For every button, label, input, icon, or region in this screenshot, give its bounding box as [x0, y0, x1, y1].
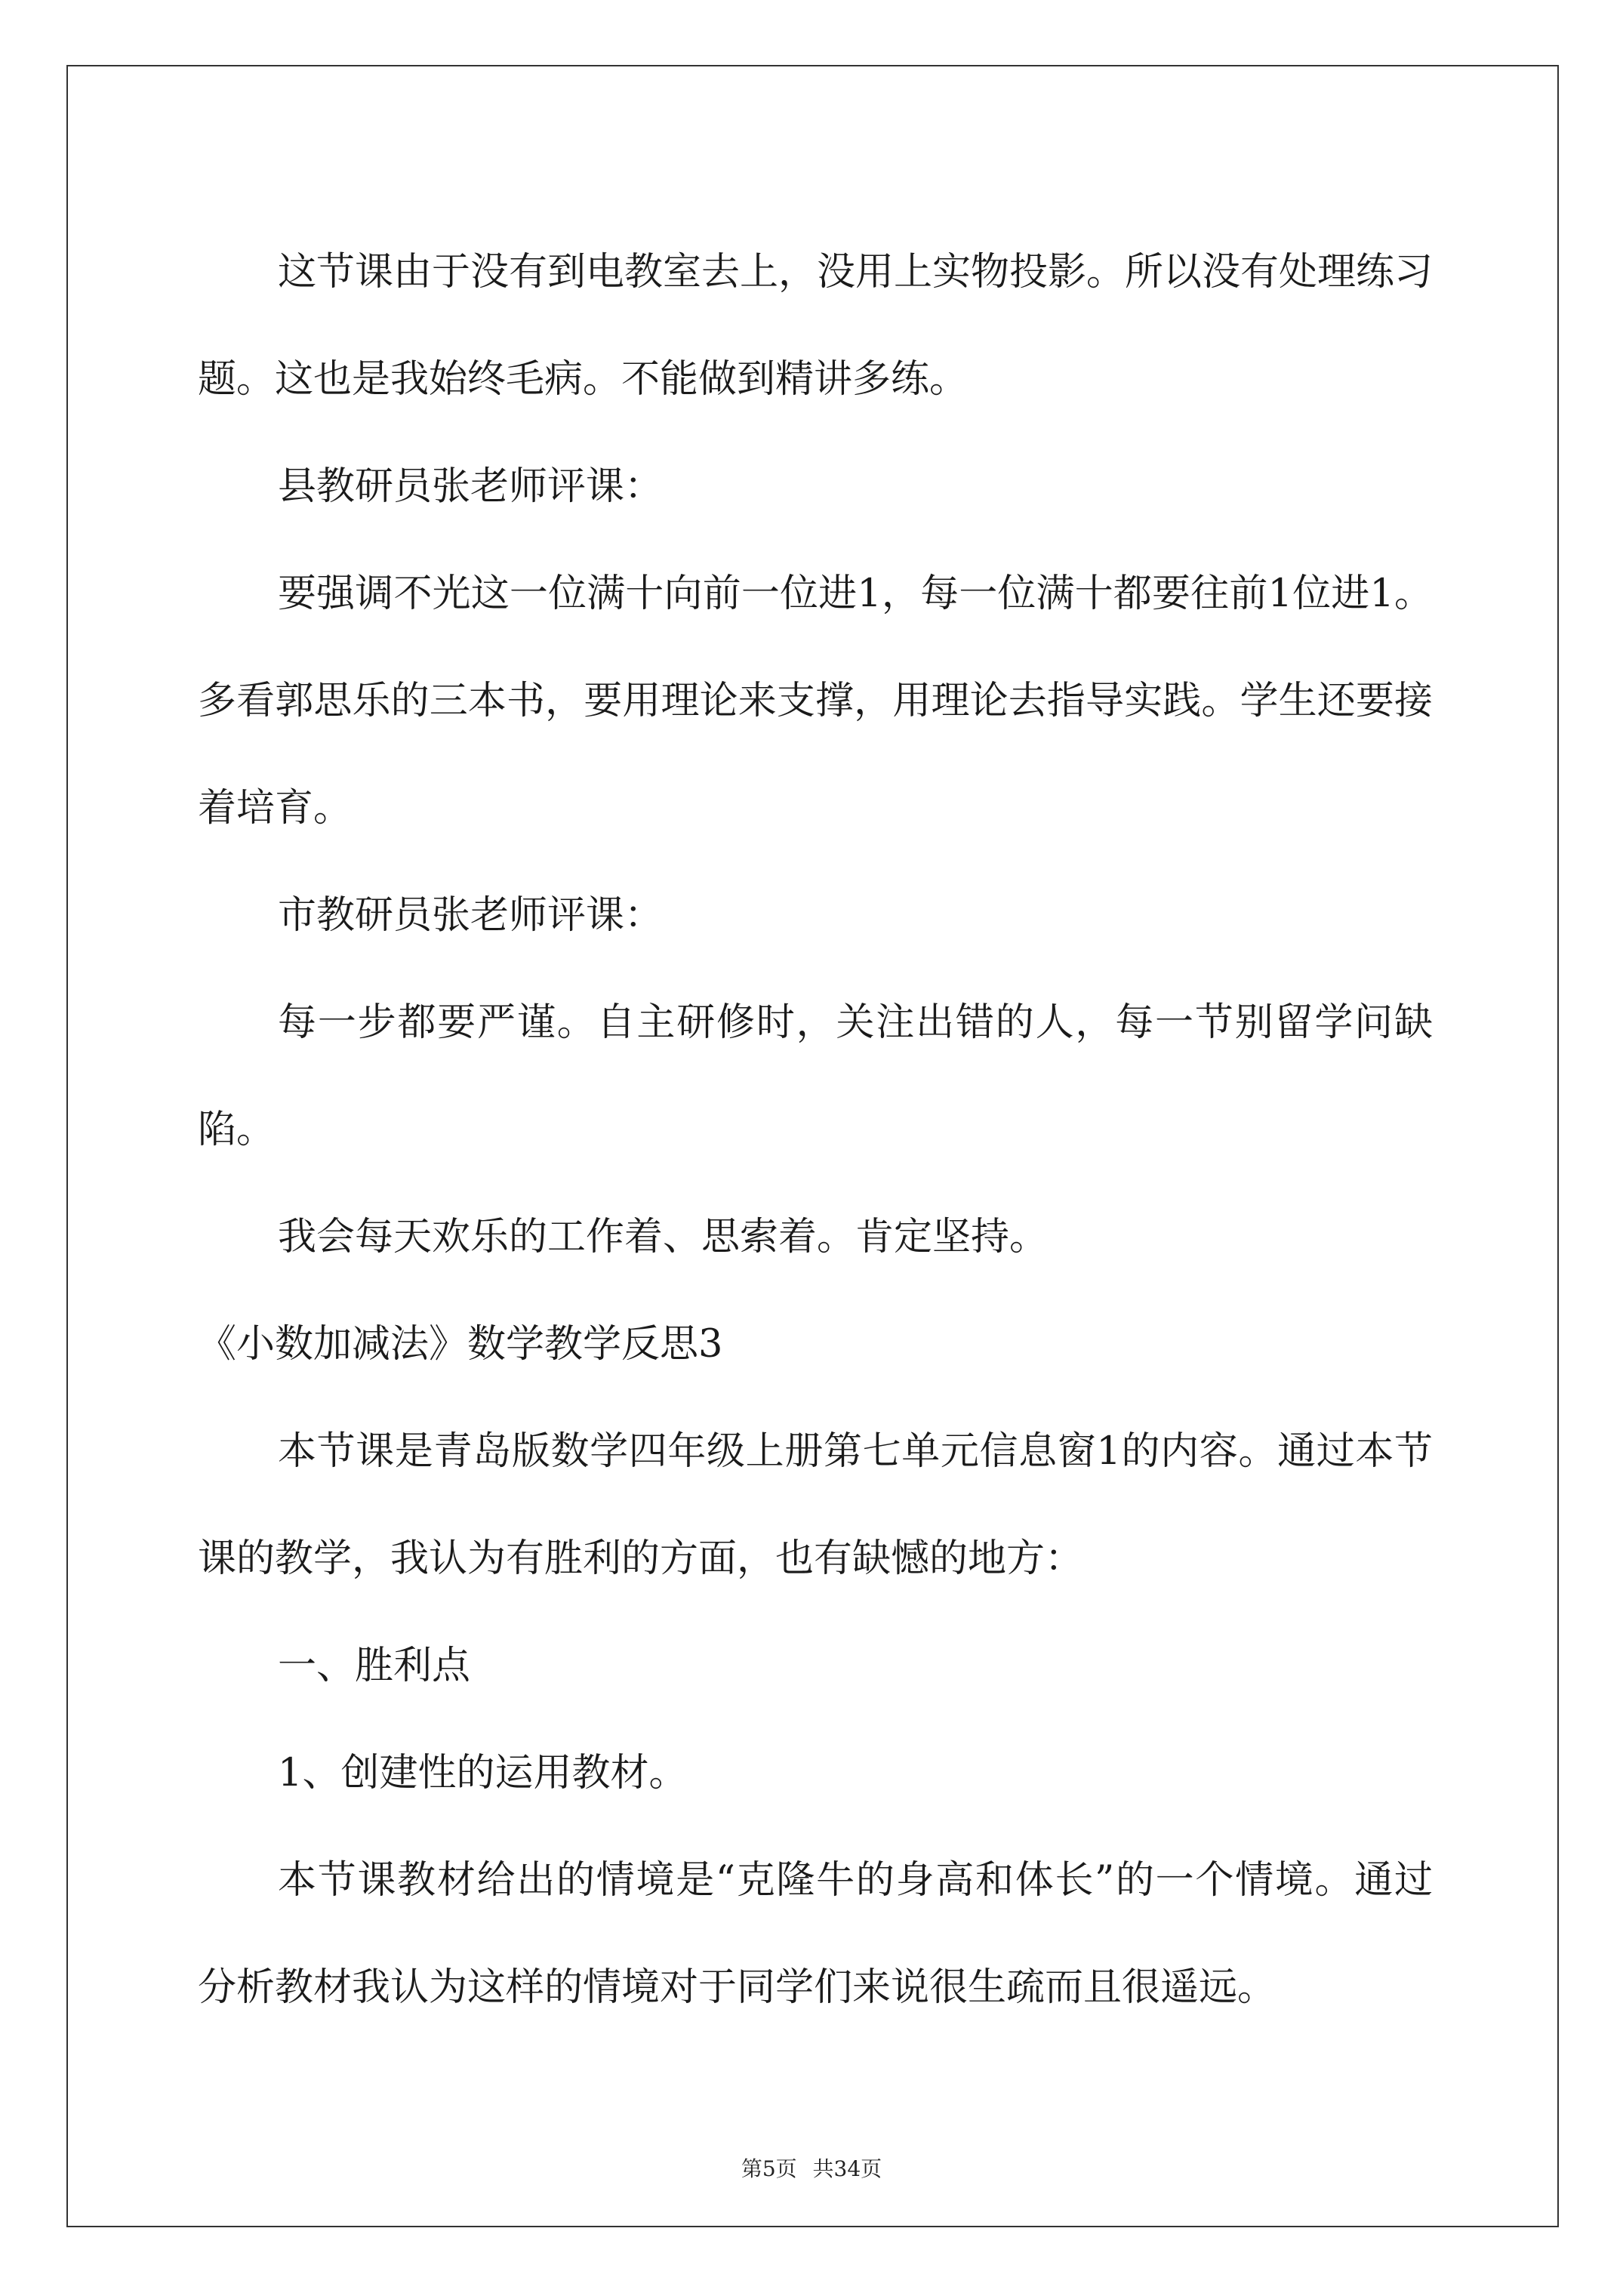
paragraph: 这节课由于没有到电教室去上，没用上实物投影。所以没有处理练习题。这也是我始终毛病。不能做到精讲多练。 — [198, 250, 1434, 402]
paragraph: 1、创建性的运用教材。 — [278, 1751, 688, 1795]
page-number: 第5页 — [741, 2156, 797, 2181]
paragraph: 一、胜利点 — [278, 1644, 471, 1688]
paragraph: 县教研员张老师评课： — [278, 464, 664, 509]
paragraph: 市教研员张老师评课： — [278, 893, 664, 938]
paragraph: 我会每天欢乐的工作着、思索着。肯定坚持。 — [278, 1215, 1049, 1259]
page-footer — [0, 2156, 1623, 2183]
paragraph: 要强调不光这一位满十向前一位进1，每一位满十都要往前1位进1。多看郭思乐的三本书，要用理论来支撑，用理论去指导实践。学生还要接着培育。 — [198, 572, 1433, 831]
paragraph: 本节课教材给出的情境是“克隆牛的身高和体长”的一个情境。通过分析教材我认为这样的情境对于同学们来说很生疏而且很遥远。 — [198, 1858, 1433, 2010]
document-body — [198, 219, 1433, 2042]
page-total: 共34页 — [812, 2156, 882, 2181]
paragraph: 每一步都要严谨。自主研修时，关注出错的人，每一节别留学问缺陷。 — [198, 1000, 1433, 1152]
paragraph: 本节课是青岛版数学四年级上册第七单元信息窗1的内容。通过本节课的教学，我认为有胜利的方面，也有缺憾的地方： — [198, 1429, 1433, 1581]
section-title: 《小数加减法》数学教学反思3 — [198, 1322, 723, 1367]
